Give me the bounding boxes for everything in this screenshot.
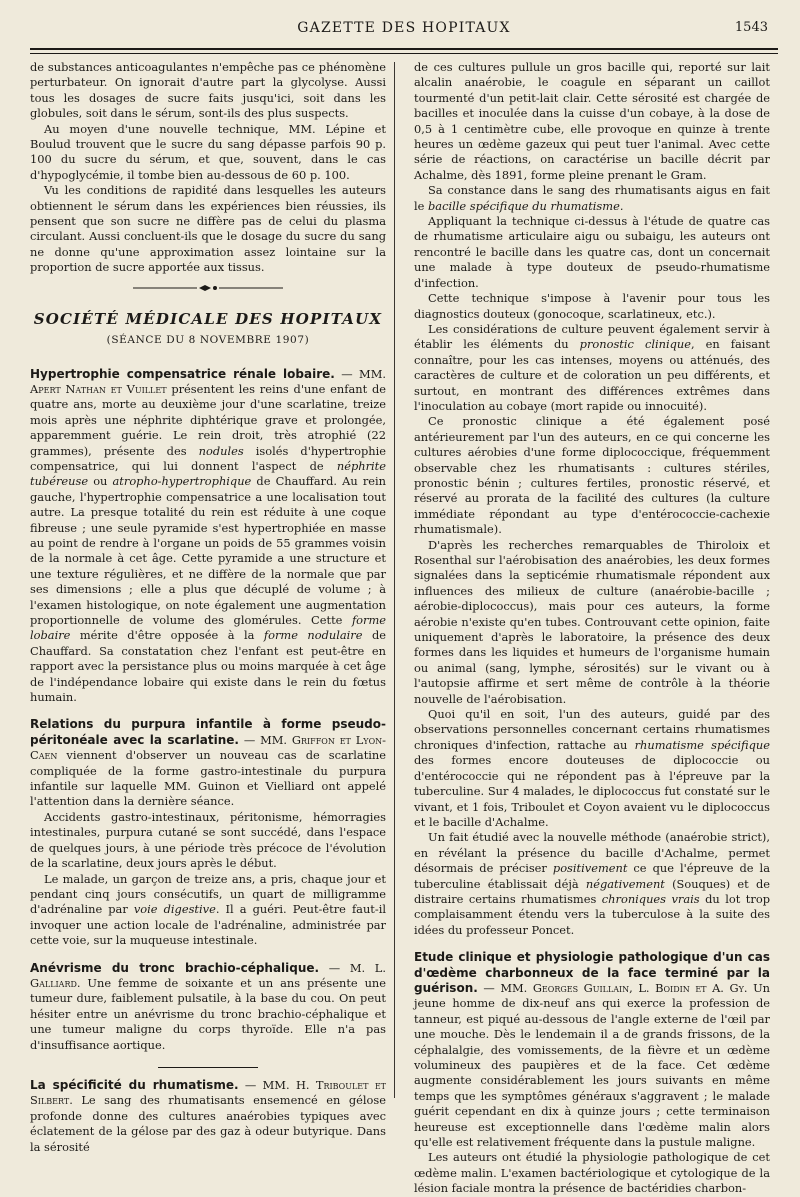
page-header [30,18,778,44]
entry-title: Anévrisme du tronc brachio-céphalique. [30,960,320,975]
text: (Souques) et de distraire certains rhumatismes [414,876,770,906]
entry-anevrisme [30,961,386,1053]
italic-text: atropho-hypertrophique [112,474,252,489]
text: Sa constance dans le sang des rhumatisants aigus en fait le [414,183,770,213]
paragraph [414,830,770,938]
entry-authors: — M. L. Galliard. [30,960,386,990]
text: , en faisant connaître, pour les cas intenses, moyens ou atténués, des caractères de culture et de coloration un peu différents, et surtout, en montrant des différences extrêmes dans l'inoculation au cobaye (mort rapide ou innocuité). [414,337,771,413]
running-title: GAZETTE DES HOPITAUX [297,20,511,36]
header-rule-thin [30,53,778,54]
text: Le malade, un garçon de treize ans, a pris, chaque jour et pendant cinq jours consécutifs, un quart de milligramme d'adrénaline par [30,871,386,917]
text: ou [88,474,113,489]
paragraph: D'après les recherches remarquables de Thiroloix et Rosenthal sur l'aérobisation des anaérobies, les deux formes signalées dans la septicémie rhumatismale répondent aux influences des milieux de culture (anaérobie-bacille ; aérobie-diplococcus), mais pour ces auteurs, la forme aérobie n'existe qu'en tubes. Controuvant cette opinion, faite uniquement d'après le laboratoire, la présence des deux formes dans les liquides et humeurs de l'organisme humain ou animal (sang, lymphe, sérosités) sur le vivant ou à l'autopsie affirme et sert même de contrôle à la théorie nouvelle de l'aérobisation. [414,537,770,706]
text: Un jeune homme de dix-neuf ans qui exerce la profession de tanneur, est piqué au-dessous de l'angle externe de l'œil par une mouche. Dès le lendemain il a de grands frissons, de la céphalalgie, des vomissements, de la fièvre et un œdème volumineux des paupières et de la face. Cet œdème augmente considérablement les jours suivants en même temps que les symptômes généraux s'aggravent ; le malade guérit cependant en dix à quinze jours ; cette terminaison heureuse est exceptionnelle dans l'œdème malin alors qu'elle est relativement fréquente dans la pustule maligne. [414,980,770,1150]
italic-text: nodules [198,443,244,458]
short-rule [158,1067,258,1068]
paragraph [30,872,386,949]
paragraph: Cette technique s'impose à l'avenir pour tous les diagnostics douteux (gonocoque, scarlatineux, etc.). [414,291,770,321]
italic-text: chroniques vrais [601,891,700,906]
entry-oedeme [414,950,770,1150]
left-column [30,60,386,1155]
paragraph: de ces cultures pullule un gros bacille qui, reporté sur lait alcalin anaérobie, le coagule en séparant un caillot tourmenté d'un petit-lait clair. Cette sérosité est chargée de bacilles et inoculée dans la cuisse d'un cobaye, à la dose de 0,5 à 1 centimètre cube, elle provoque en quinze à trente heures un œdème gazeux qui peut tuer l'animal. Avec cette série de réactions, on caractérise un bacille décrit par Achalme, dès 1891, forme pleine prenant le Gram. [414,60,770,182]
text: Quoi qu'il en soit, l'un des auteurs, guidé par des observations personnelles concernant certains rhumatismes chroniques d'infection, rattache au [414,707,770,752]
italic-text: pronostic clinique [579,337,691,352]
entry-title: Relations du purpura infantile à forme pseudo-péritonéale avec la scarlatine. [30,717,386,747]
text: Le sang des rhumatisants ensemencé en gélose profonde donne des cultures anaérobies typiques avec éclatement de la gélose par des gaz à odeur butyrique. Dans la sérosité [30,1093,386,1154]
text: présentent les reins d'une enfant de quatre ans, morte au deuxième jour d'une scarlatine, treize mois après une néphrite diphtérique grave et prolongée, apparemment guérie. Le rein droit, très atrophié (22 grammes), présente des [30,381,386,458]
italic-text: voie digestive [133,902,216,917]
italic-text: positivement [552,861,628,876]
paragraph [414,707,770,830]
text: mérite d'être opposée à la [70,628,264,643]
page-number: 1543 [734,20,768,35]
italic-text: négativement [585,876,665,891]
italic-text: forme nodulaire [263,628,363,643]
text: de Chauffard. Au rein gauche, l'hypertrophie compensatrice a une localisation tout autre. La presque totalité du rein est réduite à une coque fibreuse ; une seule pyramide s'est hypertrophiée en masse au point de rendre à l'organe un poids de 55 grammes voisin de la normale à cet âge. Cette pyramide a une structure et une texture régulières, et ne diffère de la normale que par ses dimensions ; elle a plus que décuplé de volume ; à l'examen histologique, on note également une augmentation proportionnelle de volume des glomérules. Cette [30,474,386,627]
paragraph [414,183,770,214]
italic-text: bacille spécifique du rhumatisme. [428,198,624,213]
right-column [414,60,770,1197]
entry-rhumatisme [30,1078,386,1155]
paragraph: Appliquant la technique ci-dessus à l'étude de quatre cas de rhumatisme articulaire aigu ou subaigu, les auteurs ont rencontré le bacille dans les quatre cas, dont un concernait une malade à type douteux de pseudo-rhumatisme d'infection. [414,214,770,290]
entry-title: La spécificité du rhumatisme. [30,1077,239,1092]
entry-title: Hypertrophie compensatrice rénale lobaire. [30,366,335,381]
italic-text: néphrite tubéreuse [30,458,386,489]
text: Les considérations de culture peuvent également servir à établir les éléments du [414,321,770,352]
text: des formes encore douteuses de diplococcie ou d'entérococcie qui ne répondent pas à l'épreuve par la tuberculine. Sur 4 malades, le diplococcus fut constaté sur le vivant, et 1 fois, Triboulet et Coyon avaient vu le diplococcus et le bacille d'Achalme. [414,753,770,829]
entry-hypertrophie [30,367,386,706]
text: ce que l'épreuve de la tuberculine établissait déjà [414,861,770,891]
entry-authors: — MM. Griffon et Lyon-Caen [30,732,386,763]
text: de Chauffard. Sa constatation chez l'enfant est peut-être en rapport avec la persistance plus ou moins marquée à cet âge de l'indépendance lobaire qui existe dans le rein du fœtus humain. [30,628,386,705]
entry-title: Etude clinique et physiologie pathologique d'un cas d'œdème charbonneux de la face terminé par la guérison. [414,950,770,995]
paragraph: Accidents gastro-intestinaux, péritonisme, hémorragies intestinales, purpura cutané se sont succédé, dans l'espace de quelques jours, à une période très précoce de l'évolution de la scarlatine, deux jours après le début. [30,809,386,871]
paragraph: Les auteurs ont étudié la physiologie pathologique de cet œdème malin. L'examen bactériologique et cytologique de la lésion faciale montra la présence de bactéridies charbon- [414,1150,770,1196]
entry-authors: — MM. Georges Guillain, L. Boidin et A. Gy. [477,980,748,995]
paragraph: Ce pronostic clinique a été également posé antérieurement par l'un des auteurs, en ce qui concerne les cultures aérobies d'une forme diplococcique, fréquemment observable chez les rhumatisants : cultures stériles, pronostic bénin ; cultures fertiles, pronostic réservé, et réservé au prorata de la facilité des cultures (la culture immédiate répondant au type d'entérococcie-cachexie rhumatismale). [414,414,770,537]
italic-text: forme lobaire [30,613,386,643]
entry-authors: — MM. H. Triboulet et Silbert. [30,1077,386,1108]
header-rule [30,48,778,50]
entry-purpura [30,717,386,809]
session-date: (SÉANCE DU 8 NOVEMBRE 1907) [106,334,310,347]
text: viennent d'observer un nouveau cas de scarlatine compliquée de la forme gastro-intestinale du purpura infantile sur laquelle MM. Guinon et Vielliard ont appelé l'attention dans la dernière séance. [30,748,386,809]
italic-text: rhumatisme spécifique [634,737,771,752]
ornament-separator [133,284,283,292]
column-divider [394,62,395,1098]
section-title: SOCIÉTÉ MÉDICALE DES HOPITAUX [33,309,383,328]
entry-authors: — MM. Apert Nathan et Vuillet [30,366,386,396]
text: du lot trop complaisamment étendu vers la tuberculose à la suite des idées du professeur Poncet. [414,891,770,937]
text: . Il a guéri. Peut-être faut-il invoquer une action locale de l'adrénaline, administrée par cette voie, sur la muqueuse intestinale. [30,902,387,948]
paragraph [414,322,770,414]
text: isolés d'hypertrophie compensatrice, qui lui donnent l'aspect de [30,443,386,473]
paragraph: Vu les conditions de rapidité dans lesquelles les auteurs obtiennent le sérum dans les expériences bien réussies, ils pensent que son sucre ne diffère pas de celui du plasma circulant. Aussi concluent-ils que le dosage du sucre du sang ne donne qu'une approximation assez lointaine sur la proportion de sucre apportée aux tissus. [30,183,386,275]
text: Une femme de soixante et un ans présente une tumeur dure, faiblement pulsatile, à la base du cou. On peut hésiter entre un anévrisme du tronc brachio-céphalique et une tumeur maligne du corps thyroïde. Elle n'a pas d'insuffisance aortique. [30,975,386,1052]
text: Un fait étudié avec la nouvelle méthode (anaérobie strict), en révélant la présence du bacille d'Achalme, permet désormais de préciser [414,830,770,876]
paragraph: Au moyen d'une nouvelle technique, MM. Lépine et Boulud trouvent que le sucre du sang dépasse parfois 90 p. 100 du sucre du sérum, et que, souvent, dans le cas d'hypoglycémie, il tombe bien au-dessous de 60 p. 100. [30,121,386,182]
paragraph: de substances anticoagulantes n'empêche pas ce phénomène perturbateur. On ignorait d'autre part la glycolyse. Aussi tous les dosages de sucre faits jusqu'ici, soit dans les globules, soit dans le sérum, sont-ils des plus suspects. [30,60,386,121]
